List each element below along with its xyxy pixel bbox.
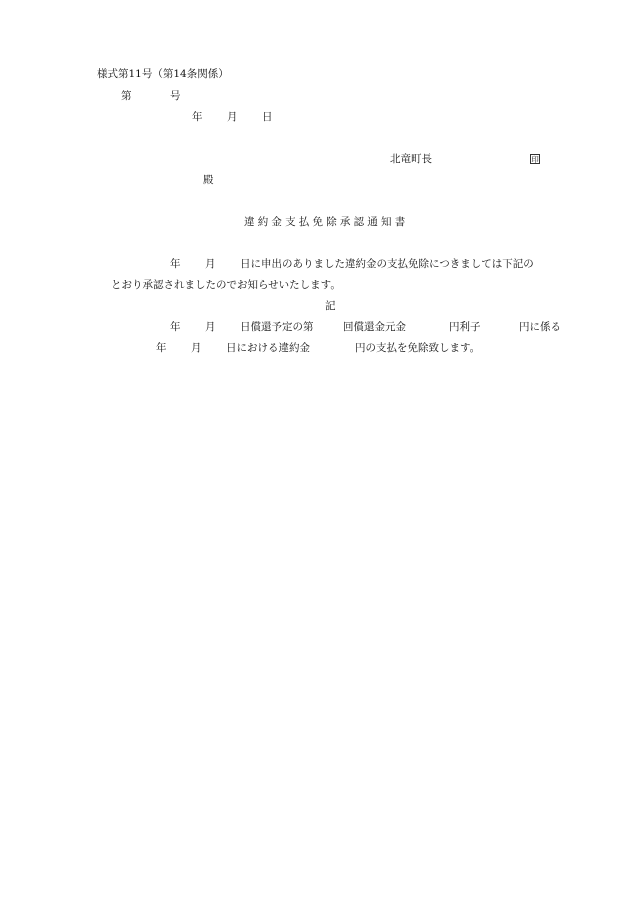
record-line1-part3: 円利子	[449, 321, 481, 333]
body-line2: とおり承認されましたのでお知らせいたします。	[111, 279, 341, 291]
addressee-honorific: 殿	[203, 174, 214, 186]
record-line2-year: 年	[156, 342, 167, 354]
body-year: 年	[170, 258, 181, 270]
seal-icon: 印	[531, 155, 539, 164]
date-year: 年	[192, 111, 203, 123]
doc-number-suffix: 号	[170, 90, 181, 102]
document-title: 違約金支払免除承認通知書	[244, 216, 409, 228]
seal-mark	[530, 152, 540, 166]
form-number: 様式第11号（第14条関係）	[97, 68, 229, 80]
record-line1-month: 月	[205, 321, 216, 333]
record-line1-part4: 円に係る	[519, 321, 561, 333]
sender-title: 北竜町長	[390, 153, 432, 165]
record-line2-month: 月	[191, 342, 202, 354]
date-month: 月	[227, 111, 238, 123]
record-line1-part1: 日償還予定の第	[240, 321, 314, 333]
body-month: 月	[205, 258, 216, 270]
record-line1-year: 年	[170, 321, 181, 333]
record-line2-part2: 円の支払を免除致します。	[355, 342, 481, 354]
body-line1-rest: 日に申出のありました違約金の支払免除につきましては下記の	[240, 258, 534, 270]
record-heading: 記	[325, 300, 336, 312]
record-line2-part1: 日における違約金	[226, 342, 310, 354]
doc-number-prefix: 第	[121, 90, 132, 102]
date-day: 日	[262, 111, 273, 123]
record-line1-part2: 回償還金元金	[343, 321, 406, 333]
